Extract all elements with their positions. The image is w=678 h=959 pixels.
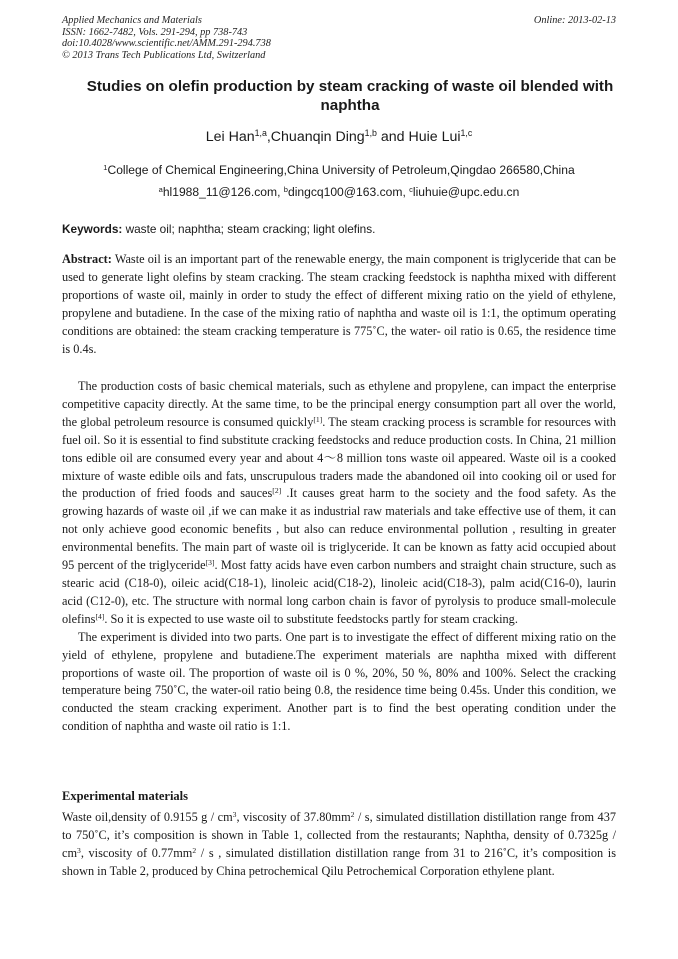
text-run: / s , simulated distillation distillation range from 31 to 216˚C, it’s composition is shown in Table 2, produced by China petrochemical Qilu Petrochemical Corporation ethylene plant. [62, 845, 616, 878]
author-name: Lei Han [205, 129, 255, 145]
text-run: The production costs of basic chemical materials, such as ethylene and propylene, can impact the enterprise competitive capacity directly. At the same time, to be the principal energy consumption part all over the world, the global petroleum resource is consumed quickly [62, 379, 616, 429]
text-run: Waste oil,density of 0.9155 g / cm [62, 810, 233, 824]
affiliation [62, 163, 616, 177]
unit-sup: 3 [77, 845, 81, 855]
affiliation-sup: 1 [103, 162, 108, 172]
abstract-label: Abstract: [62, 252, 112, 266]
intro-paragraph-2: The experiment is divided into two parts. One part is to investigate the effect of different mixing ratio on the yield of ethylene, propylene and butadiene.The experiment materials are naphtha mixed with different proportions of waste oil. The proportion of waste oil is 0 %, 20%, 50 %, 80% and 100%. Select the cracking temperature being 750˚C, the water-oil ratio being 0.8, the residence time being 0.45s. Under this condition, we conducted the steam cracking experiment. Another part is to find the best operating condition under the condition of naphtha and waste oil ratio is 1:1. [62, 629, 616, 734]
unit-sup: 2 [350, 809, 355, 819]
text-run: . Most fatty acids have even carbon numbers and straight chain structure, such as stearic acid (C18-0), oileic acid(C18-1), linoleic acid(C18-2), linoleic acid(C18-3), palm acid(C16-0), laurin acid (C12-0), etc. The structure with normal long carbon chain is favor of pyrolysis to produce small-molecule olefins [62, 558, 616, 626]
introduction [62, 378, 616, 736]
author-list [62, 129, 616, 145]
abstract-text: Waste oil is an important part of the renewable energy, the main component is triglyceride that can be used to generate light olefins by steam cracking. The steam cracking feedstock is naphtha mixed with different proportions of waste oil, mainly in order to study the effect of different mixing ratio on the yield of ethylene, propylene and butadiene. In the case of the mixing ratio of naphtha and waste oil is 1:1, the optimum operating conditions are obtained: the steam cracking temperature is 775˚C, the water- oil ratio is 0.65, the residence time is 0.4s. [62, 252, 616, 356]
text-run: , viscosity of 0.77mm [80, 845, 193, 860]
keywords [62, 222, 616, 236]
author-affil-sup: 1,a [254, 128, 267, 139]
text-run: . So it is expected to use waste oil to substitute feedstocks partly for steam cracking. [104, 611, 518, 626]
email-sup: a [158, 184, 163, 194]
doi-line[interactable]: doi:10.4028/www.scientific.net/AMM.291-294.738 [62, 38, 271, 49]
abstract [62, 251, 616, 358]
email-sup: c [409, 184, 413, 194]
email-sup: b [283, 184, 288, 194]
copyright-line: © 2013 Trans Tech Publications Ltd, Switzerland [62, 49, 266, 61]
paper-title: Studies on olefin production by steam cracking of waste oil blended with naphtha [86, 78, 614, 114]
keywords-text: waste oil; naphtha; steam cracking; light olefins. [122, 222, 376, 236]
author-affil-sup: 1,b [364, 128, 377, 139]
author-name: Huie Lui [408, 129, 461, 145]
citation-ref[interactable]: [4] [95, 611, 105, 621]
intro-paragraph-1 [62, 378, 616, 629]
text-run: . The steam cracking process is scramble for resources with fuel oil. So it is essential to find substitute cracking feedstocks and reduce production costs. In China, 21 million tons edible oil are consumed every year and about 4～8 million tons waste oil appeared. Waste oil is a cooked mixture of waste edible oils and fats, unscrupulous traders made the abandoned oil into cooking oil or used for the production of fried foods and sauces [62, 414, 616, 501]
keywords-label: Keywords: [62, 222, 123, 236]
unit-sup: 3 [232, 809, 237, 819]
author-separator: and [376, 129, 409, 145]
author-name: Chuanqin Ding [270, 129, 365, 145]
journal-name: Applied Mechanics and Materials [62, 15, 202, 26]
section-heading: Experimental materials [62, 789, 189, 803]
affiliation-text: College of Chemical Engineering,China University of Petroleum,Qingdao 266580,China [107, 163, 575, 177]
author-separator: , [266, 129, 271, 145]
citation-ref[interactable]: [2] [272, 486, 282, 496]
text-run: .It causes great harm to the society and the food safety. As the growing hazards of waste oil ,if we can make it as industrial raw materials and take effective use of them, it can not only achieve good economic benefits , but also can reduce environmental pollution , resulting in greater environmental benefits. The main part of waste oil is triglyceride. It can be known as fatty acid occupied about 95 percent of the triglyceride [62, 486, 617, 573]
unit-sup: 2 [192, 845, 197, 855]
email-link[interactable]: liuhuie@upc.edu.cn [412, 185, 520, 199]
text-run: , viscosity of 37.80mm [236, 810, 351, 824]
journal-header [62, 15, 616, 61]
text-run: / s, simulated distillation distillation range from 437 to 750˚C, it’s composition is shown in Table 1, collected from the restaurants; Naphtha, density of 0.7325g / cm [62, 810, 617, 860]
author-emails [62, 185, 616, 199]
issn-line: ISSN: 1662-7482, Vols. 291-294, pp 738-743 [62, 26, 248, 38]
author-affil-sup: 1,c [460, 128, 473, 139]
materials-paragraph [62, 809, 616, 881]
online-date: Online: 2013-02-13 [533, 15, 616, 26]
email-link[interactable]: dingcq100@163.com, [287, 185, 410, 199]
citation-ref[interactable]: [1] [313, 414, 323, 424]
citation-ref[interactable]: [3] [205, 557, 215, 567]
email-link[interactable]: hl1988_11@126.com, [162, 185, 284, 199]
